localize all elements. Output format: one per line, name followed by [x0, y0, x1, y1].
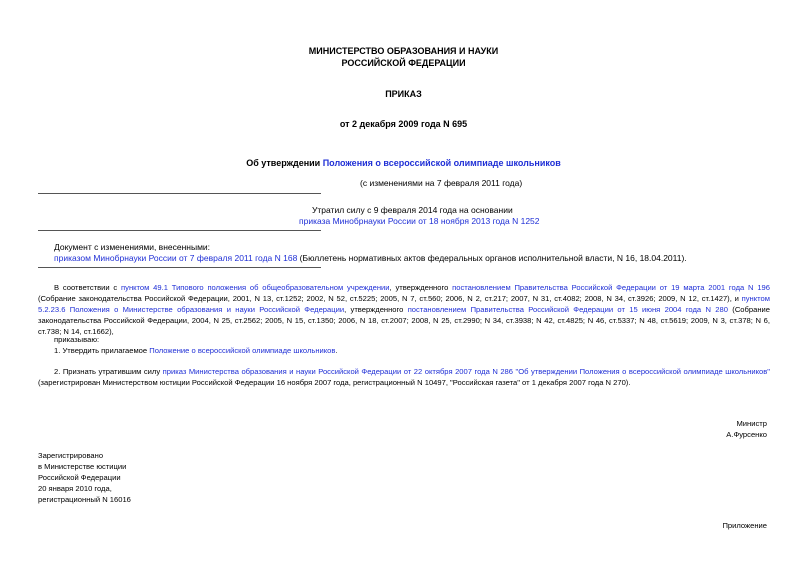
order-word: приказываю: — [54, 335, 100, 344]
registration-line-3: Российской Федерации — [38, 473, 121, 482]
document-title — [0, 157, 807, 169]
divider — [38, 230, 321, 231]
item2-link[interactable]: приказ Министерства образования и науки Российской Федерации от 22 октября 2007 года N 286 "Об утверждении Положения о всероссийской олимпиаде школьников" — [162, 367, 770, 376]
divider — [38, 193, 321, 194]
item1-link[interactable]: Положение о всероссийской олимпиаде школьников — [149, 346, 336, 355]
amended-label: Документ с изменениями, внесенными: — [54, 242, 211, 252]
preamble-link-decree-280[interactable]: постановлением Правительства Российской Федерации от 15 июня 2004 года N 280 — [407, 305, 728, 314]
preamble-text: (Собрание законодательства Российской Федерации, 2001, N 13, ст.1252; 2002, N 52, ст.5225; 2005, N 7, ст.560; 2006, N 2, ст.217; 2007, N 31, ст.4082; 2008, N 34, ст.3926; 2009, N 12, ст.1427), и — [38, 294, 742, 303]
registration-line-5: регистрационный N 16016 — [38, 495, 131, 504]
preamble-text: В соответствии с — [54, 283, 122, 292]
preamble-text: , утвержденного — [389, 283, 453, 292]
order-date-number: от 2 декабря 2009 года N 695 — [339, 119, 468, 129]
ministry-line-2: РОССИЙСКОЙ ФЕДЕРАЦИИ — [341, 58, 466, 68]
item1-prefix: 1. Утвердить прилагаемое — [54, 346, 150, 355]
registration-line-2: в Министерстве юстиции — [38, 462, 127, 471]
signature-position: Министр — [736, 419, 767, 428]
preamble-text: , утвержденного — [344, 305, 408, 314]
changes-note: (с изменениями на 7 февраля 2011 года) — [360, 178, 523, 188]
invalid-note-link[interactable]: приказа Минобрнауки России от 18 ноября 2013 года N 1252 — [299, 216, 540, 226]
divider — [38, 267, 321, 268]
title-prefix: Об утверждении — [246, 158, 323, 168]
registration-line-4: 20 января 2010 года, — [38, 484, 112, 493]
preamble-paragraph — [38, 282, 770, 337]
item1-suffix: . — [335, 346, 338, 355]
item2-suffix: (зарегистрирован Министерством юстиции Российской Федерации 16 ноября 2007 года, регистрационный N 10497, "Российская газета" от 1 декабря 2007 года N 270). — [38, 378, 631, 387]
appendix-label: Приложение — [722, 521, 767, 530]
ministry-line-1: МИНИСТЕРСТВО ОБРАЗОВАНИЯ И НАУКИ — [308, 46, 499, 56]
registration-line-1: Зарегистрировано — [38, 451, 104, 460]
amended-tail: (Бюллетень нормативных актов федеральных органов исполнительной власти, N 16, 18.04.2011). — [297, 253, 687, 263]
invalid-note-line: Утратил силу с 9 февраля 2014 года на основании — [312, 205, 513, 215]
order-item-2 — [38, 366, 770, 388]
preamble-link-ministry-regulation[interactable]: пунктом 5.2.23.6 Положения о Министерстве образования и науки Российской Федерации — [38, 294, 770, 314]
amended-link[interactable]: приказом Минобрнауки России от 7 февраля 2011 года N 168 — [54, 253, 298, 263]
preamble-link-standard-regulation[interactable]: пунктом 49.1 Типового положения об общеобразовательном учреждении — [121, 283, 390, 292]
amended-line — [54, 253, 774, 264]
doc-type: ПРИКАЗ — [385, 89, 422, 99]
order-item-1 — [54, 345, 338, 356]
item2-prefix: 2. Признать утратившим силу — [54, 367, 163, 376]
preamble-text: (Собрание законодательства Российской Федерации, 2004, N 25, ст.2562; 2005, N 15, ст.1350; 2006, N 18, ст.2007; 2008, N 25, ст.2990; N 34, ст.3938; N 42, ст.4825; N 46, ст.5337; N 48, ст.5619; 2009, N 3, ст.378; N 6, ст.738; N 14, ст.1662), — [38, 305, 770, 336]
title-link[interactable]: Положения о всероссийской олимпиаде школьников — [322, 158, 561, 168]
preamble-link-decree-196[interactable]: постановлением Правительства Российской Федерации от 19 марта 2001 года N 196 — [452, 283, 771, 292]
signature-name: А.Фурсенко — [726, 430, 767, 439]
